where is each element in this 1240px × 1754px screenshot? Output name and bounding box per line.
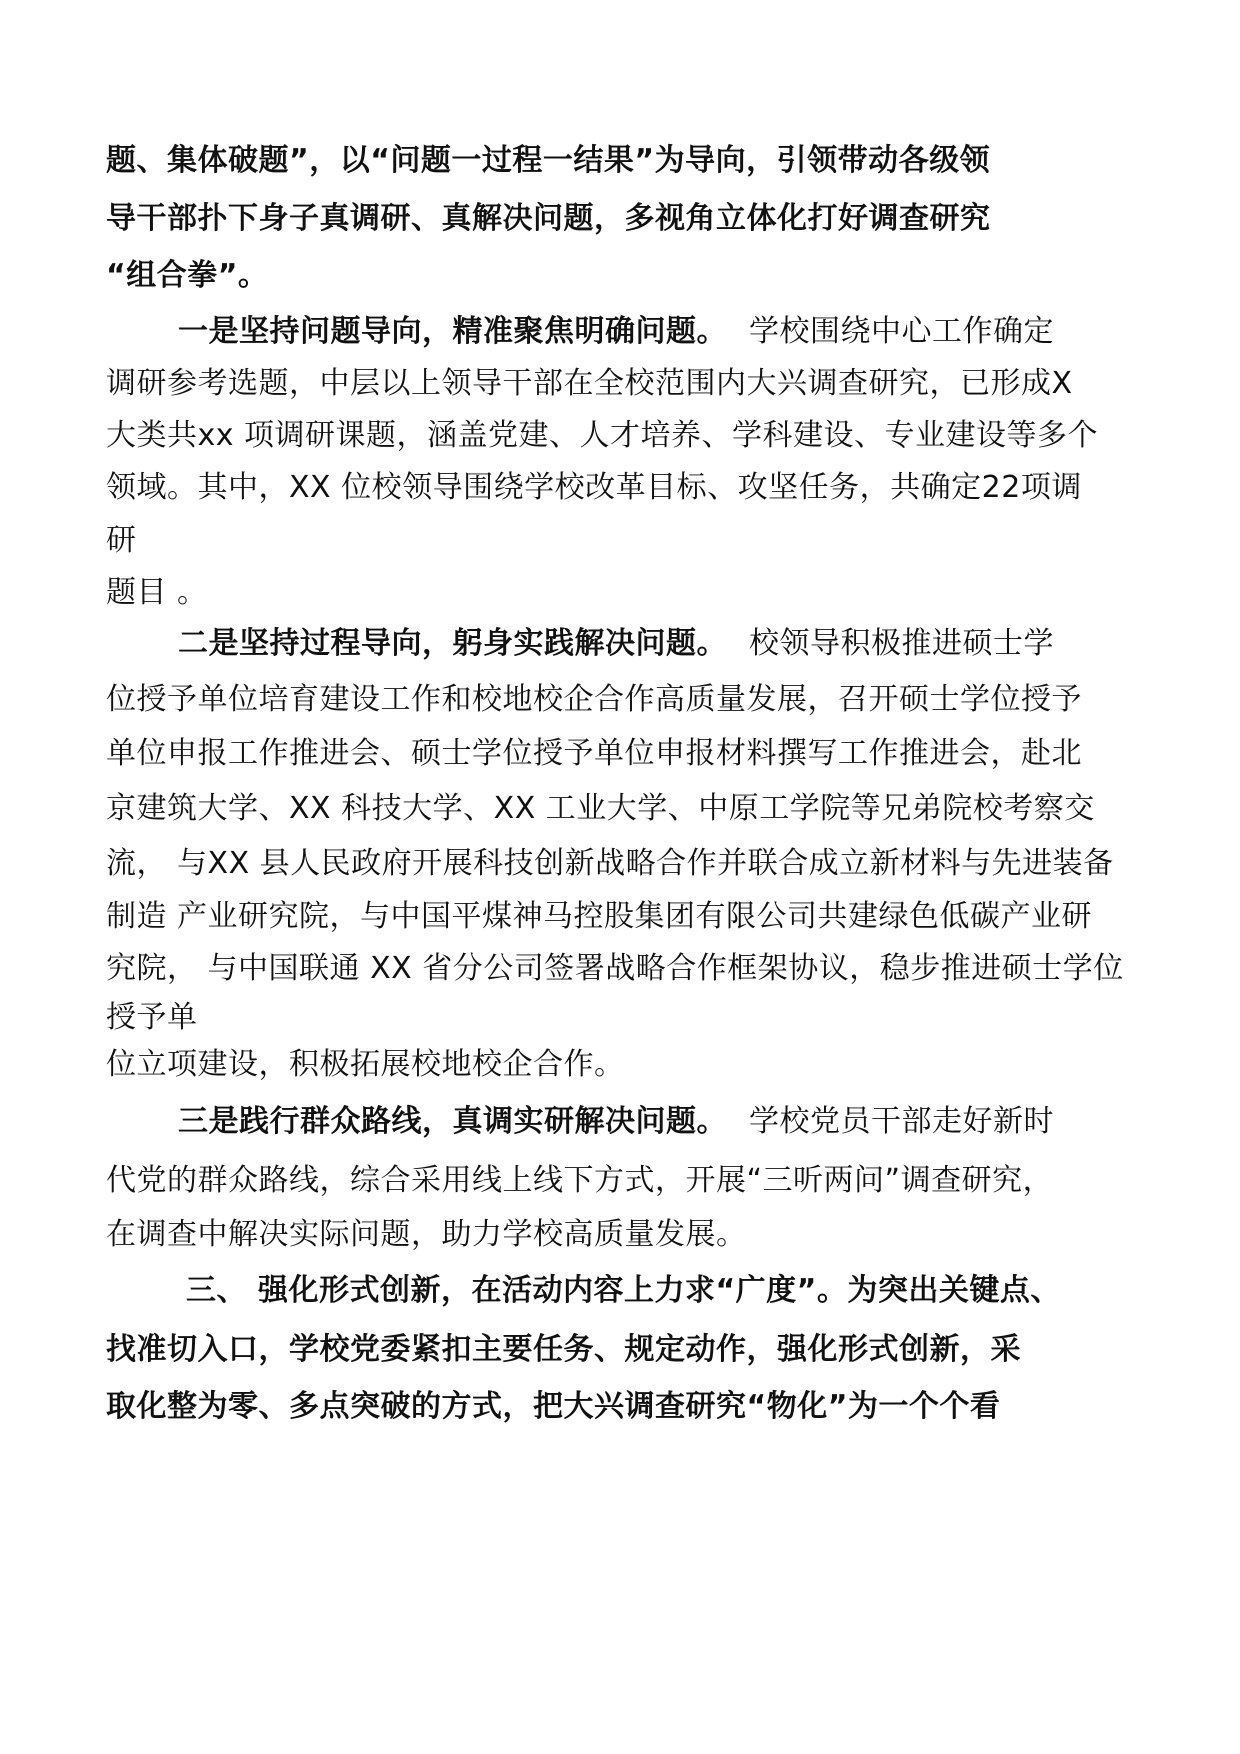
item-3-first-line [178,1102,1054,1142]
intro-line-1: 题、集体破题”，以“问题一过程一结果”为导向，引领带动各级领 [106,143,991,178]
item-1-line-6: 题目 。 [106,575,208,610]
item-2-line-2: 位授予单位培育建设工作和校地校企合作高质量发展，召开硕士学位授予 [106,682,1082,717]
item-1-line-4: 领域。其中，XX 位校领导围绕学校改革目标、攻坚任务，共确定22项调 [106,470,1082,505]
intro-line-3: “组合拳”。 [106,258,269,293]
intro-line-2: 导干部扑下身子真调研、真解决问题，多视角立体化打好调查研究 [106,201,991,236]
item-2-heading: 二是坚持过程导向，躬身实践解决问题。 [178,626,727,661]
item-1-text: 学校围绕中心工作确定 [749,314,1054,349]
item-2-text: 校领导积极推进硕士学 [749,626,1054,661]
item-1-heading: 一是坚持问题导向，精准聚焦明确问题。 [178,314,727,349]
section-3-line-3: 取化整为零、多点突破的方式，把大兴调查研究“物化”为一个个看 [106,1389,1001,1424]
item-3-text: 学校党员干部走好新时 [749,1104,1054,1139]
item-2-line-5: 流， 与XX 县人民政府开展科技创新战略合作并联合成立新材料与先进装备 [106,846,1114,881]
item-2-line-8: 授予单 [106,1000,198,1035]
item-3-heading: 三是践行群众路线，真调实研解决问题。 [178,1104,727,1139]
section-3-line-1: 三、 强化形式创新，在活动内容上力求“广度”。为突出关键点、 [186,1273,1061,1308]
item-1-line-3: 大类共xx 项调研课题，涵盖党建、人才培养、学科建设、专业建设等多个 [106,418,1099,453]
item-2-first-line [178,624,1054,664]
item-3-line-3: 在调查中解决实际问题，助力学校高质量发展。 [106,1217,747,1252]
item-3-line-2: 代党的群众路线，综合采用线上线下方式，开展“三听两问”调查研究， [106,1163,1054,1198]
section-3-line-2: 找准切入口，学校党委紧扣主要任务、规定动作，强化形式创新，采 [106,1332,1021,1367]
item-1-line-5: 研 [106,523,137,558]
item-1-first-line [178,312,1054,352]
item-2-line-3: 单位申报工作推进会、硕士学位授予单位申报材料撰写工作推进会，赴北 [106,736,1082,771]
item-2-line-4: 京建筑大学、XX 科技大学、XX 工业大学、中原工学院等兄弟院校考察交 [106,791,1095,826]
item-1-line-2: 调研参考选题，中层以上领导干部在全校范围内大兴调查研究，已形成X [106,366,1073,401]
item-2-line-7: 究院， 与中国联通 XX 省分公司签署战略合作框架协议，稳步推进硕士学位 [106,951,1124,986]
item-2-line-9: 位立项建设，积极拓展校地校企合作。 [106,1047,625,1082]
item-2-line-6: 制造 产业研究院，与中国平煤神马控股集团有限公司共建绿色低碳产业研 [106,899,1093,934]
